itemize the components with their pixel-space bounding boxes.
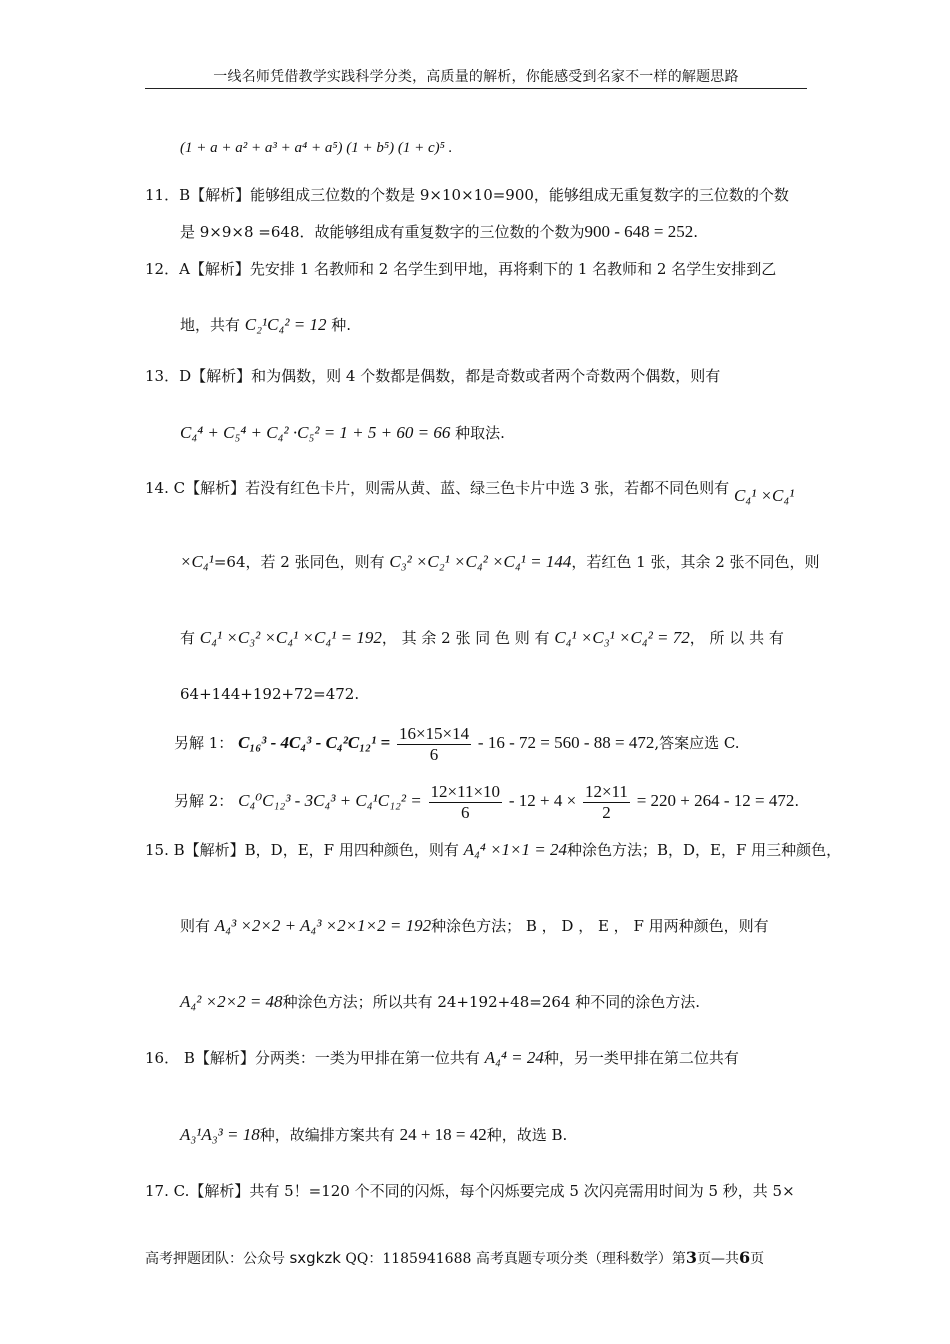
q14-alternative-solution-2: 另解 2： C₄⁰C₁₂³ - 3C₄³ + C₄¹C₁₂² = $\frac{12\times 11\times 10}{6}$ - 12 + 4 × $\frac{12\times 11}{2}$ = 220 + 264 - 12 = 472. (174, 781, 800, 822)
page-footer: 高考押题团队：公众号 sxgkzk QQ：1185941688 高考真题专项分类（理科数学）第3页—共6页 (145, 1248, 765, 1267)
header-divider (145, 88, 807, 89)
alt2-fraction-2: $\frac{12\times 11}{2}$ (584, 781, 628, 822)
q16-line-1: 16． B【解析】分两类：一类为甲排在第一位共有 A₄⁴ = 24种，另一类甲排在第二位共有 (145, 1048, 739, 1067)
q15-line-1: 15. B【解析】B，D，E，F 用四种颜色，则有 A₄⁴ ×1×1 = 24种涂色方法；B，D，E，F 用三种颜色， (145, 840, 842, 859)
q13-line-1: 13．D【解析】和为偶数，则 4 个数都是偶数，都是奇数或者两个奇数两个偶数，则有 (145, 367, 721, 385)
alt2-fraction-1: $\frac{12\times 11\times 10}{6}$ (430, 781, 501, 822)
q14-alternative-solution-1: 另解 1： C₁₆³ - 4C₄³ - C₄²C₁₂¹ = $\frac{16\times 15\times 14}{6}$ - 16 - 72 = 560 - 88 = 472,答案应选 C. (174, 723, 740, 764)
q15-line-2: 则有 A₄³ ×2×2 + A₄³ ×2×1×2 = 192种涂色方法； B ， D ， E ， F 用两种颜色，则有 (180, 916, 769, 935)
q10-answer-expression: (1 + a + a² + a³ + a⁴ + a⁵) (1 + b⁵) (1 + c)⁵ . (180, 140, 453, 156)
total-pages: 6 (739, 1248, 751, 1267)
q12-line-2: 地，共有 C₂¹C₄² = 12 种. (180, 315, 352, 334)
q15-line-3: A₄² ×2×2 = 48种涂色方法；所以共有 24+192+48=264 种不同的涂色方法. (180, 992, 701, 1011)
alt1-fraction: $\frac{16\times 15\times 14}{6}$ (398, 723, 470, 764)
page-number: 3 (685, 1248, 697, 1267)
q14-line-1: 14. C【解析】若没有红色卡片，则需从黄、蓝、绿三色卡片中选 3 张，若都不同色则有 C₄¹ ×C₄¹ (145, 479, 795, 505)
q11-line-1: 11．B【解析】能够组成三位数的个数是 9×10×10=900，能够组成无重复数字的三位数的个数 (145, 186, 789, 204)
q11-line-2: 是 9×9×8 =648．故能够组成有重复数字的三位数的个数为900 - 648 = 252. (180, 222, 699, 241)
q14-line-2: ×C₄¹=64，若 2 张同色，则有 C₃² ×C₂¹ ×C₄² ×C₄¹ = 144，若红色 1 张，其余 2 张不同色，则 (180, 552, 820, 571)
q14-line-4: 64+144+192+72=472. (180, 685, 360, 703)
q14-line-3: 有 C₄¹ ×C₃² ×C₄¹ ×C₄¹ = 192， 其 余 2 张 同 色 则 有 C₄¹ ×C₃¹ ×C₄² = 72， 所 以 共 有 (180, 628, 784, 647)
page-header: 一线名师凭借教学实践科学分类，高质量的解析，你能感受到名家不一样的解题思路 (213, 69, 739, 85)
q13-line-2: C₄⁴ + C₅⁴ + C₄² ·C₅² = 1 + 5 + 60 = 66 种取法. (180, 423, 505, 442)
q17-line-1: 17. C.【解析】共有 5！=120 个不同的闪烁，每个闪烁要完成 5 次闪亮需用时间为 5 秒，共 5× (145, 1182, 795, 1200)
q16-line-2: A₃¹A₃³ = 18种，故编排方案共有 24 + 18 = 42种，故选 B. (180, 1125, 568, 1144)
q12-line-1: 12．A【解析】先安排 1 名教师和 2 名学生到甲地，再将剩下的 1 名教师和 2 名学生安排到乙 (145, 260, 777, 278)
